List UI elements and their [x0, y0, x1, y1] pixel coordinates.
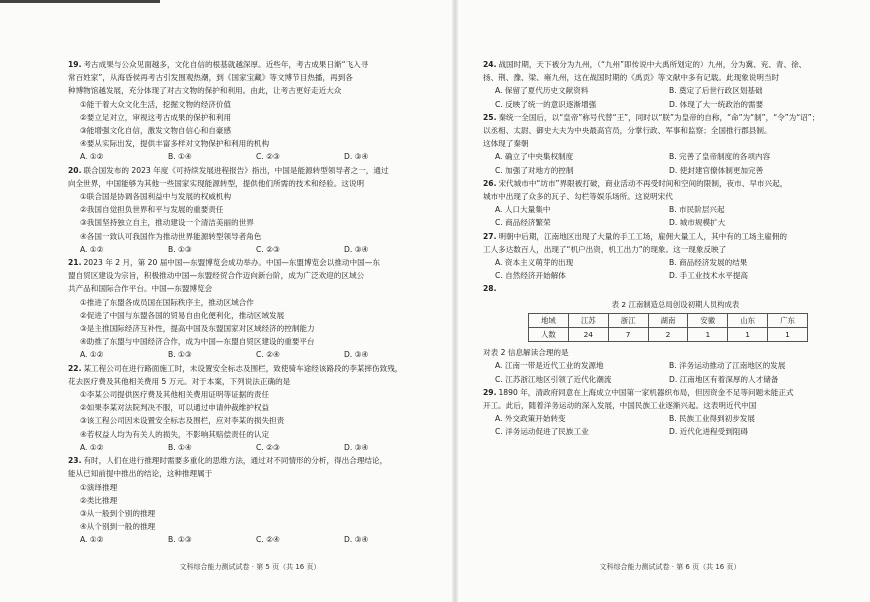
table-cell: 1	[688, 328, 728, 342]
statement-option: ③我国坚持独立自主，推动建设一个清洁美丽的世界	[80, 218, 254, 228]
question-stem-line	[68, 256, 432, 269]
answer-choice[interactable]: C. ②④	[256, 535, 280, 545]
statement-option: ①李某公司提供医疗费及其他相关费用证明等证据的责任	[80, 390, 270, 400]
question-stem-line	[483, 58, 843, 71]
table-cell: 24	[568, 328, 608, 342]
question-stem-text: 对表 2 信息解读合理的是	[483, 348, 569, 358]
answer-choice[interactable]: A. 外交政策开始转变	[495, 414, 566, 424]
table-header-row	[529, 313, 808, 327]
answer-choices	[68, 441, 432, 454]
question-stem-line	[483, 137, 843, 150]
answer-choice[interactable]: A. ①②	[80, 442, 104, 452]
statement-option: ③是主推国际经济互补性，提高中国及东盟国家对区域经济的控制能力	[80, 324, 315, 334]
question-number: 25.	[483, 112, 497, 122]
question-stem-text: 种博物馆越发展，充分体现了对古文物的保护和利用。由此，让考古更好走近大众	[68, 86, 342, 96]
answer-choice[interactable]: D. ③④	[344, 244, 369, 254]
left-page-column	[68, 58, 432, 547]
question-stem-text: 工人多达数百人，出现了“机户出资，机工出力”的现象。这一现象反映了	[483, 244, 727, 254]
answer-choice[interactable]: D. ③④	[344, 535, 369, 545]
statement-option: ④要从实际出发，提供丰富多样对文物保护和利用的机构	[80, 139, 270, 149]
table-cell: 人数	[529, 328, 569, 342]
answer-choice[interactable]: B. ①③	[168, 535, 192, 545]
question-number: 26.	[483, 178, 497, 188]
answer-choice[interactable]: D. ③④	[344, 152, 369, 162]
statement-option: ④各国一致认可我国作为推动世界能源转型领导者角色	[80, 231, 262, 241]
answer-choice[interactable]: B. 商品经济发展的结果	[669, 258, 748, 268]
answer-choices	[68, 348, 432, 361]
answer-choice[interactable]: A. 人口大量集中	[495, 205, 551, 215]
table-row	[529, 328, 808, 342]
answer-choice[interactable]: B. 市民阶层兴起	[669, 205, 725, 215]
statement-option: ①推进了东盟各成员国在国际秩序主，推动区域合作	[80, 297, 254, 307]
answer-choice[interactable]: D. 近代化进程受到阻碍	[669, 427, 749, 437]
question-stem-text: 盟自贸区建设为宗旨，积极推动中国—东盟经贸合作迈向新台阶，成为广泛欢迎的区域公	[68, 271, 365, 281]
question-number: 27.	[483, 231, 497, 241]
answer-choice[interactable]: B. ①③	[168, 350, 192, 360]
answer-choices	[483, 256, 843, 282]
top-rule	[0, 0, 160, 3]
answer-choice[interactable]: B. ①③	[168, 244, 192, 254]
answer-choice[interactable]: C. 自然经济开始解体	[495, 271, 566, 281]
question-stem-line	[483, 111, 843, 124]
question-stem-line	[68, 282, 432, 295]
statement-option: ④助推了东盟与中国经济合作，成为中国—东盟自贸区建设的重要平台	[80, 337, 315, 347]
table-cell: 1	[768, 328, 808, 342]
table-cell: 2	[648, 328, 688, 342]
question-29	[483, 386, 843, 439]
answer-choice[interactable]: B. ①④	[168, 442, 192, 452]
statement-option: ③能增强文化自信，激发文物自信心和自豪感	[80, 126, 232, 136]
statement-option: ②如果李某对法院判决不服，可以通过申请仲裁维护权益	[80, 403, 270, 413]
question-stem-line	[68, 177, 432, 190]
table-header-cell: 浙江	[608, 313, 648, 327]
table-header-cell: 江苏	[568, 313, 608, 327]
answer-choice[interactable]: C. 反映了统一的意识逐渐增强	[495, 99, 597, 109]
table-block	[483, 298, 843, 343]
statement-option: ③从一般到个别的推理	[80, 508, 156, 518]
table-header-cell: 广东	[768, 313, 808, 327]
question-stem-text: 共产品和国际合作平台。中国—东盟博览会	[68, 284, 213, 294]
question-stem-text: 2023 年 2 月，第 20 届中国—东盟博览会成功举办。中国—东盟博览会以推动中国—东	[83, 258, 380, 268]
question-stem-line	[483, 190, 843, 203]
answer-choices	[483, 150, 843, 176]
answer-choice[interactable]: C. ②③	[256, 244, 280, 254]
answer-choice[interactable]: D. ③④	[344, 442, 369, 452]
question-stem-text: 考古成果与公众见面越多，文化自信的根基就越深厚。近些年，考古成果日渐“飞入寻	[83, 60, 369, 69]
table-cell: 1	[728, 328, 768, 342]
answer-choices	[483, 412, 843, 438]
answer-choices	[483, 359, 843, 385]
question-stem-line	[68, 454, 432, 467]
question-stem-text: 能从已知前提中推出的结论，这种推理属于	[68, 469, 213, 479]
right-page-column	[483, 58, 843, 439]
statement-option: ③该工程公司因未设置安全标志及围栏，应对李某的损失担责	[80, 416, 285, 426]
answer-choice[interactable]: A. 资本主义萌芽的出现	[495, 258, 574, 268]
answer-choices	[68, 243, 432, 256]
question-stem-line	[483, 124, 843, 137]
answer-choice[interactable]: D. 江南地区有着深厚的人才储备	[669, 374, 779, 384]
statement-option: ②要立足对立，审视这考古成果的保护和利用	[80, 112, 232, 122]
question-number: 21.	[68, 258, 82, 268]
question-stem-line	[483, 71, 843, 84]
right-page-footer: 文科综合能力测试试卷 · 第 6 页（共 16 页）	[599, 563, 741, 571]
table-header-cell: 山东	[728, 313, 768, 327]
question-22	[68, 362, 432, 454]
question-stem-text: 1890 年，清政府同意在上海成立中国第一家机器织布局，但因资金不足等问题未能正式	[498, 387, 794, 397]
question-number: 19.	[68, 60, 82, 69]
answer-choice[interactable]: B. ①④	[168, 152, 192, 162]
answer-choice[interactable]: C. ②④	[256, 350, 280, 360]
answer-choice[interactable]: A. 保留了夏代历史文献资料	[495, 86, 589, 96]
answer-choice[interactable]: D. ③④	[344, 350, 369, 360]
answer-choice[interactable]: C. 商品经济繁荣	[495, 218, 551, 228]
answer-choice[interactable]: D. 体现了大一统政治的需要	[669, 99, 764, 109]
question-20	[68, 164, 432, 256]
answer-choices	[483, 84, 843, 110]
statement-option: ④若权益人均为有关人的损失，不影响其赔偿责任的认定	[80, 429, 270, 439]
question-stem-line	[68, 467, 432, 480]
question-stem-line	[483, 386, 843, 399]
answer-choice[interactable]: A. ①②	[80, 152, 104, 162]
answer-choice[interactable]: A. ①②	[80, 244, 104, 254]
question-number: 24.	[483, 60, 497, 69]
question-stem-line	[68, 362, 432, 375]
question-stem-text: 秦统一全国后，以“皇帝”称号代替“王”，同时以“朕”为皇帝的自称，“命”为“制”，“令”为“诏”；	[498, 112, 820, 122]
question-stem-text: 常百姓家”，从海昏侯再考古引发围观热潮，到《国家宝藏》等文博节目热播，再到各	[68, 73, 353, 83]
question-stem-line	[68, 375, 432, 388]
question-stem-line	[68, 84, 432, 97]
answer-choice[interactable]: C. 江苏浙江地区引领了近代化潮流	[495, 374, 612, 384]
table-header-cell: 湖南	[648, 313, 688, 327]
question-26	[483, 177, 843, 230]
answer-choices	[483, 203, 843, 229]
question-stem-line	[483, 243, 843, 256]
answer-choice[interactable]: D. 手工业技术水平提高	[669, 271, 749, 281]
question-stem-line	[68, 164, 432, 177]
table-cell: 7	[608, 328, 648, 342]
answer-choice[interactable]: C. 洋务运动促进了民族工业	[495, 427, 589, 437]
answer-choice[interactable]: D. 使封建官僚体制更加完善	[669, 165, 764, 175]
question-number: 29.	[483, 387, 497, 397]
question-19	[68, 58, 432, 164]
answer-choice[interactable]: B. 民族工业得到初步发展	[669, 414, 755, 424]
question-stem-text: 城市中出现了众多的瓦子、勾栏等娱乐场所。这说明宋代	[483, 192, 673, 202]
question-stem-line	[483, 177, 843, 190]
answer-choice[interactable]: C. ②③	[256, 152, 280, 162]
statement-option: ④从个别到一般的推理	[80, 522, 156, 532]
question-stem-text: 以丞相、太尉、御史大夫为中央最高官员，分掌行政、军事和监察；全国推行郡县制。	[483, 126, 772, 136]
question-stem-text: 宋代城市中“坊市”界限被打破，商业活动不再受时间和空间的限制，夜市、早市兴起，	[498, 178, 788, 188]
left-page-footer: 文科综合能力测试试卷 · 第 5 页（共 16 页）	[179, 563, 321, 571]
question-stem-text: 开工。此后，随着洋务运动的深入发展，中国民族工业逐渐兴起。这表明近代中国	[483, 401, 757, 411]
table-header-cell: 安徽	[688, 313, 728, 327]
question-number: 22.	[68, 363, 82, 373]
question-28	[483, 282, 843, 385]
statement-option: ②促进了中国与东盟各国的贸易自由化便利化，推动区域发展	[80, 310, 285, 320]
statement-option: ②我国自觉担负世界和平与发展的重要责任	[80, 205, 224, 215]
answer-choice[interactable]: D. 城市规模扩大	[669, 218, 726, 228]
question-stem-line	[483, 230, 843, 243]
question-stem-line	[68, 58, 432, 71]
answer-choices	[68, 533, 432, 546]
question-stem-text: 联合国发布的 2023 年度《可持续发展进程报告》指出，中国是能源转型领导者之一，通过	[83, 165, 389, 175]
question-21	[68, 256, 432, 362]
answer-choice[interactable]: B. 洋务运动推动了江南地区的发展	[669, 361, 786, 371]
question-stem-text: 明朝中后期，江南地区出现了大量的手工工场，雇佣大量工人，其中有的工场主雇佣的	[498, 231, 788, 241]
question-number: 23.	[68, 456, 82, 466]
question-stem-line	[483, 399, 843, 412]
question-stem-text: 战国时期，天下被分为九州，（“九州”即传说中大禹所划定的）九州，分为冀、兖、青、徐、	[498, 60, 807, 69]
answer-choice[interactable]: A. 确立了中央集权制度	[495, 152, 574, 162]
question-stem-text: 扬、荆、豫、梁、雍九州，这在战国时期的《禹贡》等文献中多有记载。此现象说明当时	[483, 73, 780, 83]
question-24	[483, 58, 843, 111]
question-27	[483, 230, 843, 283]
question-stem-text: 这体现了秦朝	[483, 139, 529, 149]
table-title: 表 2 江南制造总局创设初期人员构成表	[611, 299, 740, 309]
question-stem-text: 某工程公司在进行路面施工时，未设置安全标志及围栏，致使骑车途经该路段的李某摔伤致残，	[83, 363, 403, 373]
question-number: 20.	[68, 165, 82, 175]
statement-option: ②类比推理	[80, 495, 118, 505]
statement-option: ①联合国是协调各国利益中与发展的权威机构	[80, 192, 232, 202]
answer-choice[interactable]: C. ②③	[256, 442, 280, 452]
question-number: 28.	[483, 284, 497, 294]
statement-option: ①能干着大众文化生活，挖掘文物的经济价值	[80, 99, 232, 109]
question-stem-line	[68, 269, 432, 282]
answer-choice[interactable]: B. 完善了皇帝制度的各项内容	[669, 152, 771, 162]
question-stem-line	[68, 71, 432, 84]
answer-choice[interactable]: B. 奠定了后世行政区划基础	[669, 86, 763, 96]
question-23	[68, 454, 432, 546]
answer-choices	[68, 150, 432, 163]
question-stem-text: 向全世界，中国能够为其他一些国家实现能源转型，提供他们所需的技术和经验。这说明	[68, 178, 365, 188]
question-25	[483, 111, 843, 177]
page-fold	[452, 0, 458, 602]
answer-choice[interactable]: A. ①②	[80, 535, 104, 545]
data-table	[528, 313, 808, 342]
question-stem-text: 有时，人们在进行推理时需要多重化的思维方法，通过对不同情形的分析，得出合理结论，	[83, 456, 388, 466]
answer-choice[interactable]: A. ①②	[80, 350, 104, 360]
answer-choice[interactable]: C. 加强了对地方的控制	[495, 165, 574, 175]
statement-option: ①演绎推理	[80, 482, 118, 492]
answer-choice[interactable]: A. 江南一带是近代工业的发源地	[495, 361, 604, 371]
question-stem-text: 花去医疗费及其他相关费用 5 万元。对于本案，下列说法正确的是	[68, 376, 291, 386]
table-header-cell: 地域	[529, 313, 569, 327]
